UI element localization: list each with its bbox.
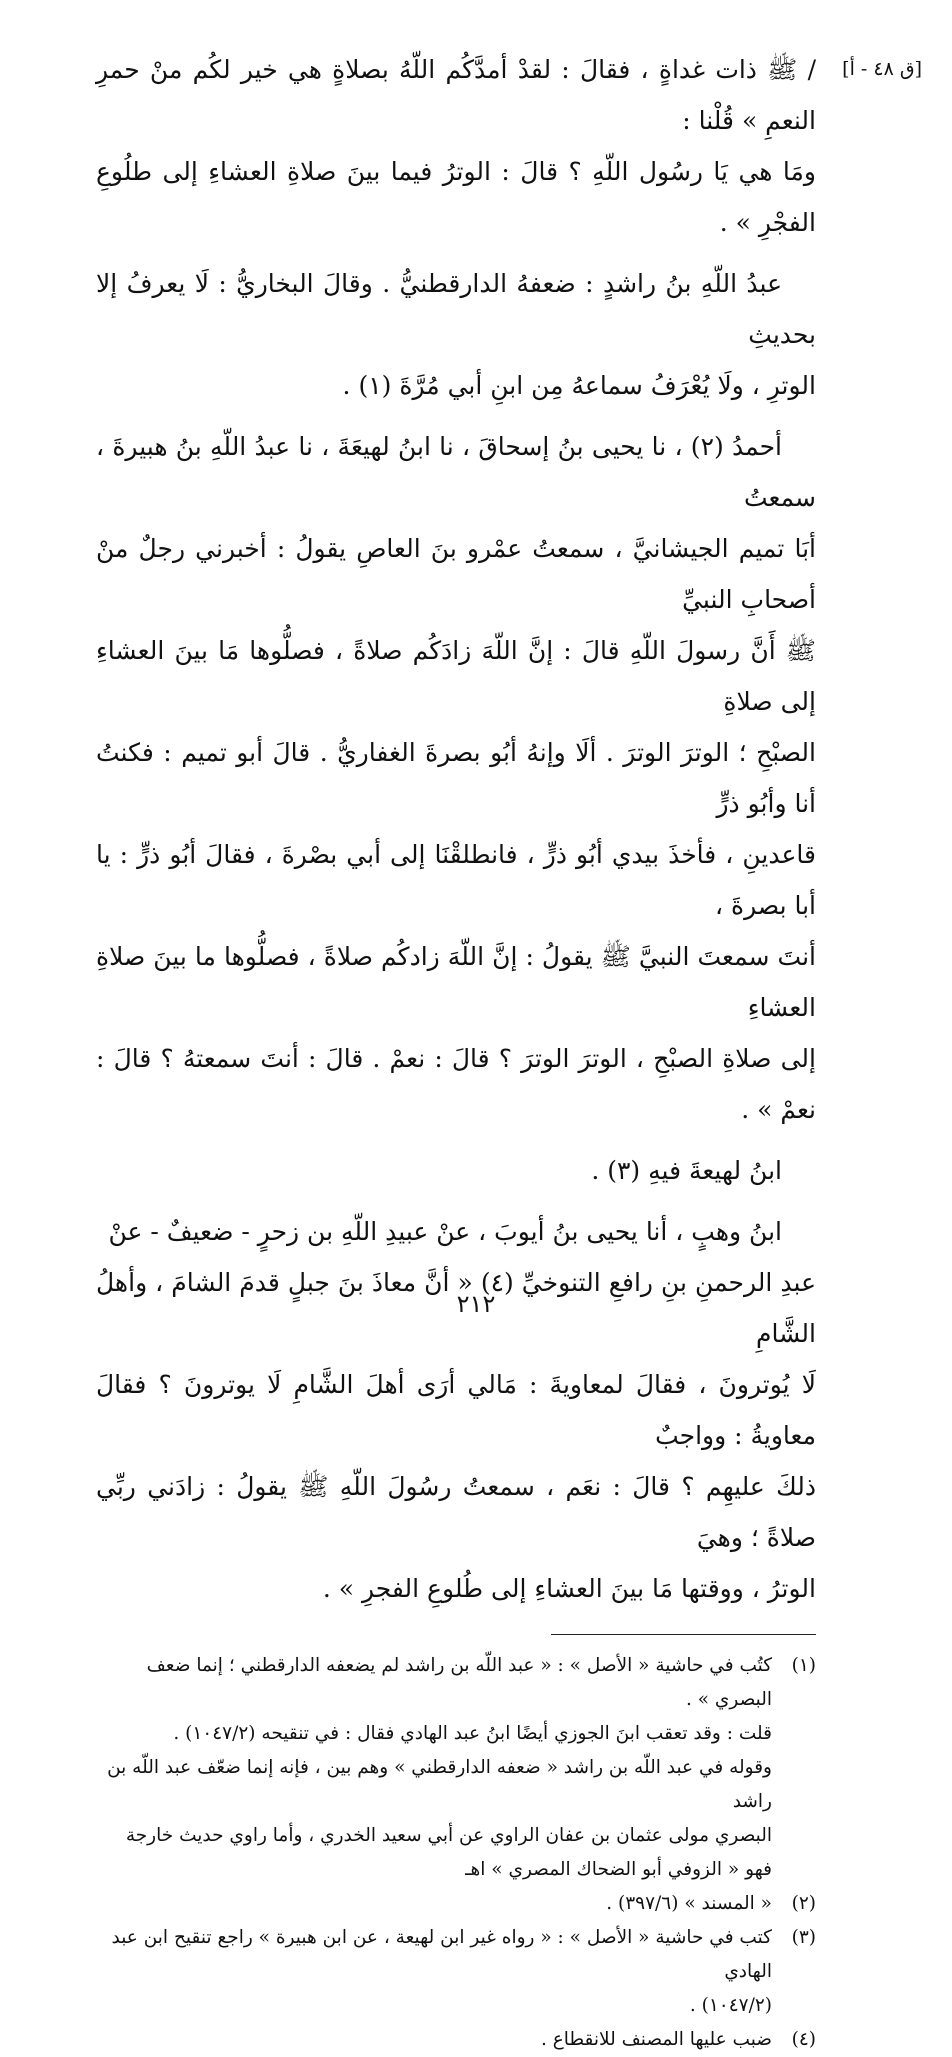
- footnote-number: (١): [791, 1655, 816, 1676]
- footnote-line: « المسند » (٣٩٧/٦) .: [606, 1893, 772, 1914]
- footnote-number: (٤): [791, 2029, 816, 2050]
- paragraph-4: [96, 1145, 816, 1196]
- footnote-number: (٢): [791, 1893, 816, 1914]
- footnote-text: [96, 2023, 772, 2057]
- footnote-line: وقوله في عبد اللّه بن راشد « ضعفه الدارقطني » وهم بين ، فإنه إنما ضعّف عبد اللّه بن راشد: [107, 1757, 772, 1812]
- footnote-line: ضبب عليها المصنف للانقطاع .: [540, 2029, 772, 2050]
- footnote-2: [96, 1887, 816, 1921]
- text-line: الوترِ ، ولَا يُعْرَفُ سماعهُ مِن ابنِ أبي مُرَّةَ (١) .: [342, 371, 816, 400]
- footnote-1: [96, 1649, 816, 1887]
- footnote-line: كتب في حاشية « الأصل » : « رواه غير ابن لهيعة ، عن ابن هبيرة » راجع تنقيح ابن عبد الهادي: [111, 1927, 772, 1982]
- footnote-line: قلت : وقد تعقب ابنَ الجوزي أيضًا ابنُ عبد الهادي فقال : في تنقيحه (١٠٤٧/٢) .: [173, 1723, 772, 1744]
- text-line: ﷺ أَنَّ رسولَ اللّهِ قالَ : إنَّ اللّهَ زادَكُم صلاةً ، فصلُّوها مَا بينَ العشاءِ إلى صلاةِ: [96, 636, 816, 716]
- manuscript-folio-marker: [ق ٤٨ - أ]: [842, 58, 922, 80]
- text-line: الوترُ ، ووقتها مَا بينَ العشاءِ إلى طُلوعِ الفجرِ » .: [322, 1574, 816, 1603]
- footnote-line: (١٠٤٧/٢) .: [689, 1995, 772, 2016]
- text-line: الصبْحِ ؛ الوترَ الوترَ . ألَا وإنهُ أبُو بصرةَ الغفاريُّ . قالَ أبو تميم : فكنتُ أنا وأبُو ذرٍّ: [96, 738, 816, 818]
- paragraph-1: [96, 44, 816, 248]
- text-line: / ﷺ ذات غداةٍ ، فقالَ : لقدْ أمدَّكُم اللّهُ بصلاةٍ هي خير لكُم منْ حمرِ النعمِ » قُلْنا :: [96, 55, 816, 135]
- text-line: ومَا هي يَا رسُول اللّهِ ؟ قالَ : الوترُ فيما بينَ صلاةِ العشاءِ إلى طلُوعِ الفجْرِ » .: [96, 157, 816, 237]
- footnote-text: [96, 1649, 772, 1887]
- footnote-3: [96, 1921, 816, 2023]
- text-line: إلى صلاةِ الصبْحِ ، الوترَ الوترَ ؟ قالَ : نعمْ . قالَ : أنتَ سمعتهُ ؟ قالَ : نعمْ » .: [96, 1044, 816, 1124]
- footnotes: [96, 1649, 816, 2057]
- text-line: أحمدُ (٢) ، نا يحيى بنُ إسحاقَ ، نا ابنُ لهيعَةَ ، نا عبدُ اللّهِ بنُ هبيرةَ ، سمعتُ: [96, 432, 816, 512]
- text-line: أبَا تميم الجيشانيَّ ، سمعتُ عمْرو بنَ العاصِ يقولُ : أخبرني رجلٌ منْ أصحابِ النبيِّ: [96, 534, 816, 614]
- text-line: أنتَ سمعتَ النبيَّ ﷺ يقولُ : إنَّ اللّهَ زادكُم صلاةً ، فصلُّوها ما بينَ صلاةِ العشاءِ: [96, 942, 816, 1022]
- footnote-line: فهو « الزوفي أبو الضحاك المصري » اهـ: [465, 1859, 772, 1880]
- page-number: ٢١٢: [456, 1290, 496, 1318]
- footnote-text: [96, 1921, 772, 2023]
- footnote-4: [96, 2023, 816, 2057]
- text-line: عبدُ اللّهِ بنُ راشدٍ : ضعفهُ الدارقطنيُّ . وقالَ البخاريُّ : لَا يعرفُ إلا بحديثِ: [96, 269, 816, 349]
- footnote-number: (٣): [791, 1927, 816, 1948]
- page-body: [96, 44, 816, 2057]
- text-line: عبدِ الرحمنِ بنِ رافعِ التنوخيِّ (٤) « أنَّ معاذَ بنَ جبلٍ قدمَ الشامَ ، وأهلُ الشَّامِ: [96, 1268, 816, 1348]
- footnote-text: [96, 1887, 772, 1921]
- text-line: لَا يُوترونَ ، فقالَ لمعاويةَ : مَالي أرَى أهلَ الشَّامِ لَا يوترونَ ؟ فقالَ معاويةُ : وواجبٌ: [96, 1370, 816, 1450]
- paragraph-3: [96, 421, 816, 1135]
- text-line: قاعدينِ ، فأخذَ بيدي أبُو ذرٍّ ، فانطلقْنَا إلى أبي بصْرةَ ، فقالَ أبُو ذرٍّ : يا أبا بصرةَ ،: [96, 840, 816, 920]
- text-line: ابنُ لهيعةَ فيهِ (٣) .: [591, 1156, 782, 1185]
- footnote-separator: [551, 1634, 816, 1635]
- text-line: ذلكَ عليهِم ؟ قالَ : نعَم ، سمعتُ رسُولَ اللّهِ ﷺ يقولُ : زادَني ربِّي صلاةً ؛ وهيَ: [96, 1472, 816, 1552]
- footnote-line: كتُب في حاشية « الأصل » : « عبد اللّه بن راشد لم يضعفه الدارقطني ؛ إنما ضعف البصري » .: [146, 1655, 772, 1710]
- footnote-line: البصري مولى عثمان بن عفان الراوي عن أبي سعيد الخدري ، وأما راوي حديث خارجة: [125, 1825, 772, 1846]
- paragraph-5: [96, 1206, 816, 1614]
- paragraph-2: [96, 258, 816, 411]
- text-line: ابنُ وهبٍ ، أنا يحيى بنُ أيوبَ ، عنْ عبيدِ اللّهِ بن زحرٍ - ضعيفٌ - عنْ: [108, 1217, 782, 1246]
- main-text: [96, 44, 816, 1614]
